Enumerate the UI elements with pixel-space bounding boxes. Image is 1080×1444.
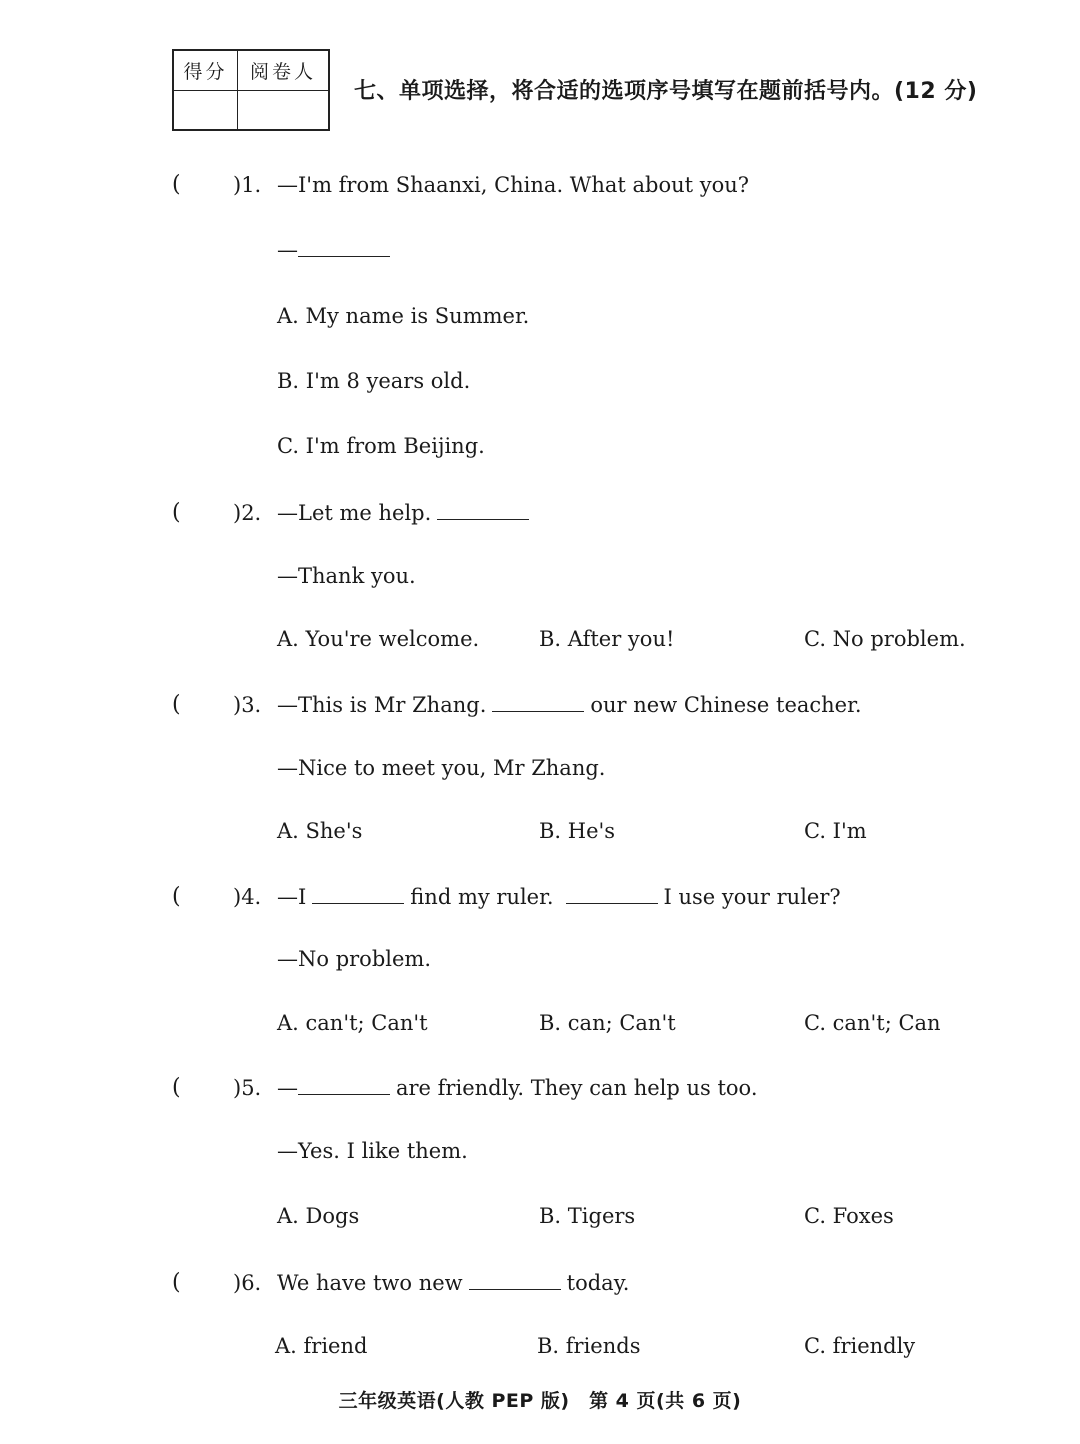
question-prompt: —I'm from Shaanxi, China. What about you? xyxy=(277,173,750,197)
section-title: 七、单项选择，将合适的选项序号填写在题前括号内。(12 分) xyxy=(354,79,978,104)
page-footer: 三年级英语(人教 PEP 版) 第 4 页(共 6 页) xyxy=(338,1390,742,1412)
prompt-text: —I xyxy=(277,885,307,909)
option-a: A. You're welcome. xyxy=(277,627,480,651)
dash: — xyxy=(277,1076,298,1100)
prompt-text-end: I use your ruler? xyxy=(663,885,841,909)
answer-paren[interactable]: ( xyxy=(172,884,181,909)
option-c: C. friendly xyxy=(804,1334,916,1358)
option-c: C. Foxes xyxy=(804,1204,894,1228)
option-a: A. can't; Can't xyxy=(277,1011,428,1035)
option-b: B. After you! xyxy=(539,627,675,651)
option-b: B. friends xyxy=(537,1334,641,1358)
option-c: C. can't; Can xyxy=(804,1011,941,1035)
question-number: )2. xyxy=(233,501,262,525)
answer-paren[interactable]: ( xyxy=(172,500,181,525)
question-number: )3. xyxy=(233,693,262,717)
option-c: C. I'm xyxy=(804,819,867,843)
prompt-text-cont: find my ruler. xyxy=(410,885,554,909)
option-b: B. can; Can't xyxy=(539,1011,676,1035)
answer-blank[interactable] xyxy=(492,693,584,712)
score-label: 得分 xyxy=(174,51,238,91)
question-number: )5. xyxy=(233,1076,262,1100)
prompt-text-end: today. xyxy=(566,1271,630,1295)
option-a: A. She's xyxy=(277,819,363,843)
response-line: —Thank you. xyxy=(277,564,416,588)
answer-blank[interactable] xyxy=(298,1076,390,1095)
prompt-text-cont: our new Chinese teacher. xyxy=(590,693,862,717)
question-prompt xyxy=(277,501,535,525)
answer-blank[interactable] xyxy=(437,501,529,520)
score-table xyxy=(172,49,330,131)
dash: — xyxy=(277,238,298,262)
answer-blank-1[interactable] xyxy=(312,885,404,904)
question-prompt xyxy=(277,693,862,717)
option-b: B. Tigers xyxy=(539,1204,636,1228)
answer-paren[interactable]: ( xyxy=(172,1075,181,1100)
response-line: —No problem. xyxy=(277,947,431,971)
option-a: A. friend xyxy=(275,1334,368,1358)
answer-paren[interactable]: ( xyxy=(172,172,181,197)
grader-label: 阅卷人 xyxy=(238,51,328,91)
option-c: C. I'm from Beijing. xyxy=(277,434,485,458)
answer-paren[interactable]: ( xyxy=(172,692,181,717)
option-a: A. Dogs xyxy=(277,1204,360,1228)
prompt-text: are friendly. They can help us too. xyxy=(396,1076,758,1100)
response-line: —Nice to meet you, Mr Zhang. xyxy=(277,756,606,780)
response-line: —Yes. I like them. xyxy=(277,1139,468,1163)
question-number: )4. xyxy=(233,885,262,909)
answer-blank-2[interactable] xyxy=(566,885,658,904)
prompt-text: —Let me help. xyxy=(277,501,432,525)
option-b: B. I'm 8 years old. xyxy=(277,369,471,393)
answer-blank[interactable] xyxy=(469,1271,561,1290)
grader-input-cell[interactable] xyxy=(238,91,328,129)
question-number: )1. xyxy=(233,173,262,197)
response-line xyxy=(277,238,396,262)
option-c: C. No problem. xyxy=(804,627,966,651)
option-b: B. He's xyxy=(539,819,616,843)
prompt-text: We have two new xyxy=(277,1271,463,1295)
score-input-cell[interactable] xyxy=(174,91,238,129)
prompt-text: —This is Mr Zhang. xyxy=(277,693,487,717)
question-prompt xyxy=(277,1271,629,1295)
question-prompt xyxy=(277,885,841,909)
question-prompt xyxy=(277,1076,758,1100)
question-number: )6. xyxy=(233,1271,262,1295)
answer-blank[interactable] xyxy=(298,238,390,257)
option-a: A. My name is Summer. xyxy=(277,304,530,328)
answer-paren[interactable]: ( xyxy=(172,1270,181,1295)
